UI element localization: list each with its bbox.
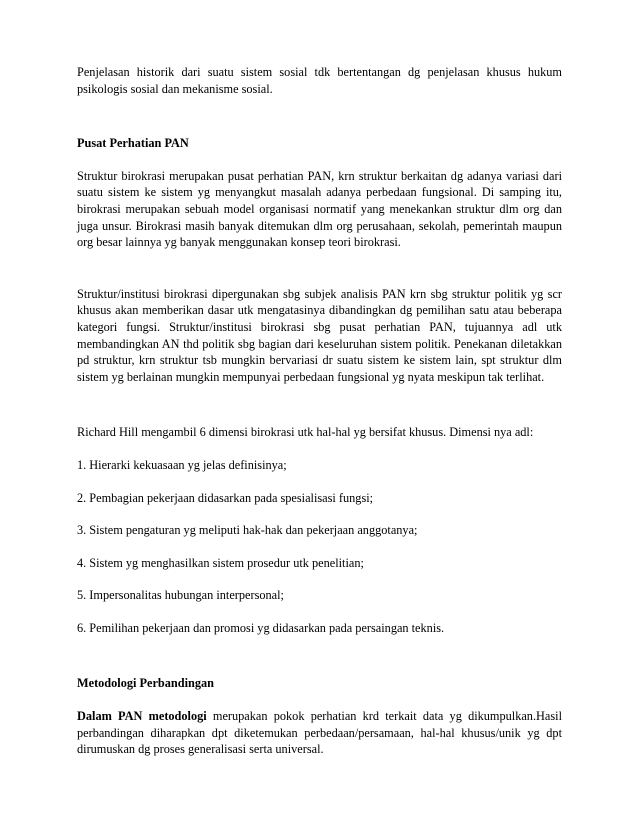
document-page [77, 64, 562, 758]
paragraph-richard-hill: Richard Hill mengambil 6 dimensi birokrasi utk hal-hal yg bersifat khusus. Dimensi nya adl: [77, 425, 534, 440]
paragraph-lead-bold: Dalam PAN metodologi [77, 709, 207, 724]
list-item: 6. Pemilihan pekerjaan dan promosi yg didasarkan pada persaingan teknis. [77, 620, 445, 635]
list-item: 2. Pembagian pekerjaan didasarkan pada spesialisasi fungsi; [77, 490, 374, 505]
section-heading-metodologi: Metodologi Perbandingan [77, 676, 214, 691]
paragraph-body: merupakan pokok perhatian krd terkait data yg dikumpulkan.Hasil perbandingan diharapkan dpt diketemukan perbedaan/persamaan, hal-hal khusus/unik yg dpt dirumuskan dg proses generalisasi serta universal. [77, 709, 562, 757]
paragraph-metodologi [77, 708, 562, 758]
paragraph-struktur-birokrasi: Struktur birokrasi merupakan pusat perhatian PAN, krn struktur berkaitan dg adanya variasi dari suatu sistem ke sistem yg menyangkut masalah adanya perbedaan fungsional. Di samping itu, birokrasi merupakan sebuah model organisasi normatif yang menekankan struktur dlm org dan juga unsur. Birokrasi masih banyak ditemukan dlm org perusahaan, sekolah, pemerintah maupun org besar lainnya yg banyak menggunakan konsep teori birokrasi. [77, 168, 562, 250]
section-heading-pusat-perhatian: Pusat Perhatian PAN [77, 136, 189, 151]
list-item: 4. Sistem yg menghasilkan sistem prosedur utk penelitian; [77, 555, 364, 570]
list-item: 5. Impersonalitas hubungan interpersonal; [77, 588, 284, 603]
paragraph-struktur-institusi: Struktur/institusi birokrasi dipergunakan sbg subjek analisis PAN krn sbg struktur politik yg scr khusus akan memberikan dasar utk mengatasinya dibandingkan dg pemilihan satu atau beberapa kategori fungsi. Struktur/institusi birokrasi sbg pusat perhatian PAN, tujuannya adl utk membandingkan AN thd politik sbg bagian dari keseluruhan sistem politik. Penekanan diletakkan pd struktur, krn struktur tsb mungkin bervariasi dr suatu sistem ke sistem lain, spt struktur dlm sistem yg berlainan mungkin mempunyai perbedaan fungsional yg nyata meskipun tak terlihat. [77, 286, 562, 384]
list-item: 1. Hierarki kekuasaan yg jelas definisinya; [77, 457, 287, 472]
intro-paragraph: Penjelasan historik dari suatu sistem sosial tdk bertentangan dg penjelasan khusus hukum psikologis sosial dan mekanisme sosial. [77, 65, 562, 96]
list-item: 3. Sistem pengaturan yg meliputi hak-hak dan pekerjaan anggotanya; [77, 523, 418, 538]
